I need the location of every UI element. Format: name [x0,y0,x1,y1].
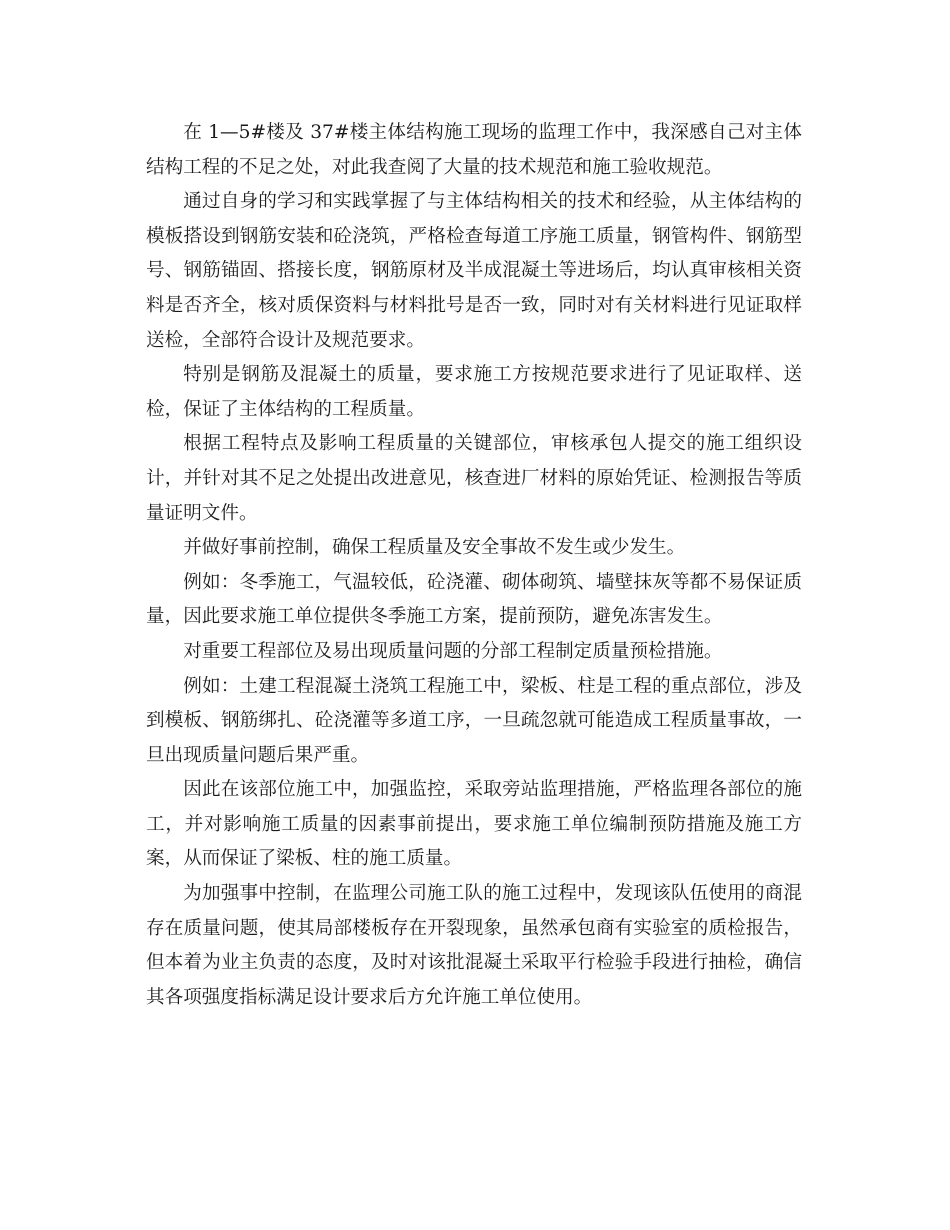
paragraph: 为加强事中控制，在监理公司施工队的施工过程中，发现该队伍使用的商混存在质量问题，使其局部楼板存在开裂现象，虽然承包商有实验室的质检报告，但本着为业主负责的态度，及时对该批混凝土采取平行检验手段进行抽检，确信其各项强度指标满足设计要求后方允许施工单位使用。 [146,883,802,1008]
paragraph: 例如：冬季施工，气温较低，砼浇灌、砌体砌筑、墙壁抹灰等都不易保证质量，因此要求施工单位提供冬季施工方案，提前预防，避免冻害发生。 [146,571,802,628]
paragraph: 在 1—5#楼及 37#楼主体结构施工现场的监理工作中，我深感自己对主体结构工程的不足之处，对此我查阅了大量的技术规范和施工验收规范。 [146,122,802,178]
paragraph: 对重要工程部位及易出现质量问题的分部工程制定质量预检措施。 [183,640,723,662]
paragraph: 并做好事前控制，确保工程质量及安全事故不发生或少发生。 [183,537,686,559]
paragraph: 根据工程特点及影响工程质量的关键部位，审核承包人提交的施工组织设计，并针对其不足之处提出改进意见，核查进厂材料的原始凭证、检测报告等质量证明文件。 [146,433,802,524]
paragraph: 因此在该部位施工中，加强监控，采取旁站监理措施，严格监理各部位的施工，并对影响施工质量的因素事前提出，要求施工单位编制预防措施及施工方案，从而保证了梁板、柱的施工质量。 [146,779,802,870]
paragraph: 例如：土建工程混凝土浇筑工程施工中，梁板、柱是工程的重点部位，涉及到模板、钢筋绑扎、砼浇灌等多道工序，一旦疏忽就可能造成工程质量事故，一旦出现质量问题后果严重。 [146,675,802,766]
document-body [146,116,802,1015]
paragraph: 特别是钢筋及混凝土的质量，要求施工方按规范要求进行了见证取样、送检，保证了主体结构的工程质量。 [146,364,802,420]
paragraph: 通过自身的学习和实践掌握了与主体结构相关的技术和经验，从主体结构的模板搭设到钢筋安装和砼浇筑，严格检查每道工序施工质量，钢管构件、钢筋型号、钢筋锚固、搭接长度，钢筋原材及半成混凝土等进场后，均认真审核相关资料是否齐全，核对质保资料与材料批号是否一致，同时对有关材料进行见证取样送检，全部符合设计及规范要求。 [146,191,802,351]
